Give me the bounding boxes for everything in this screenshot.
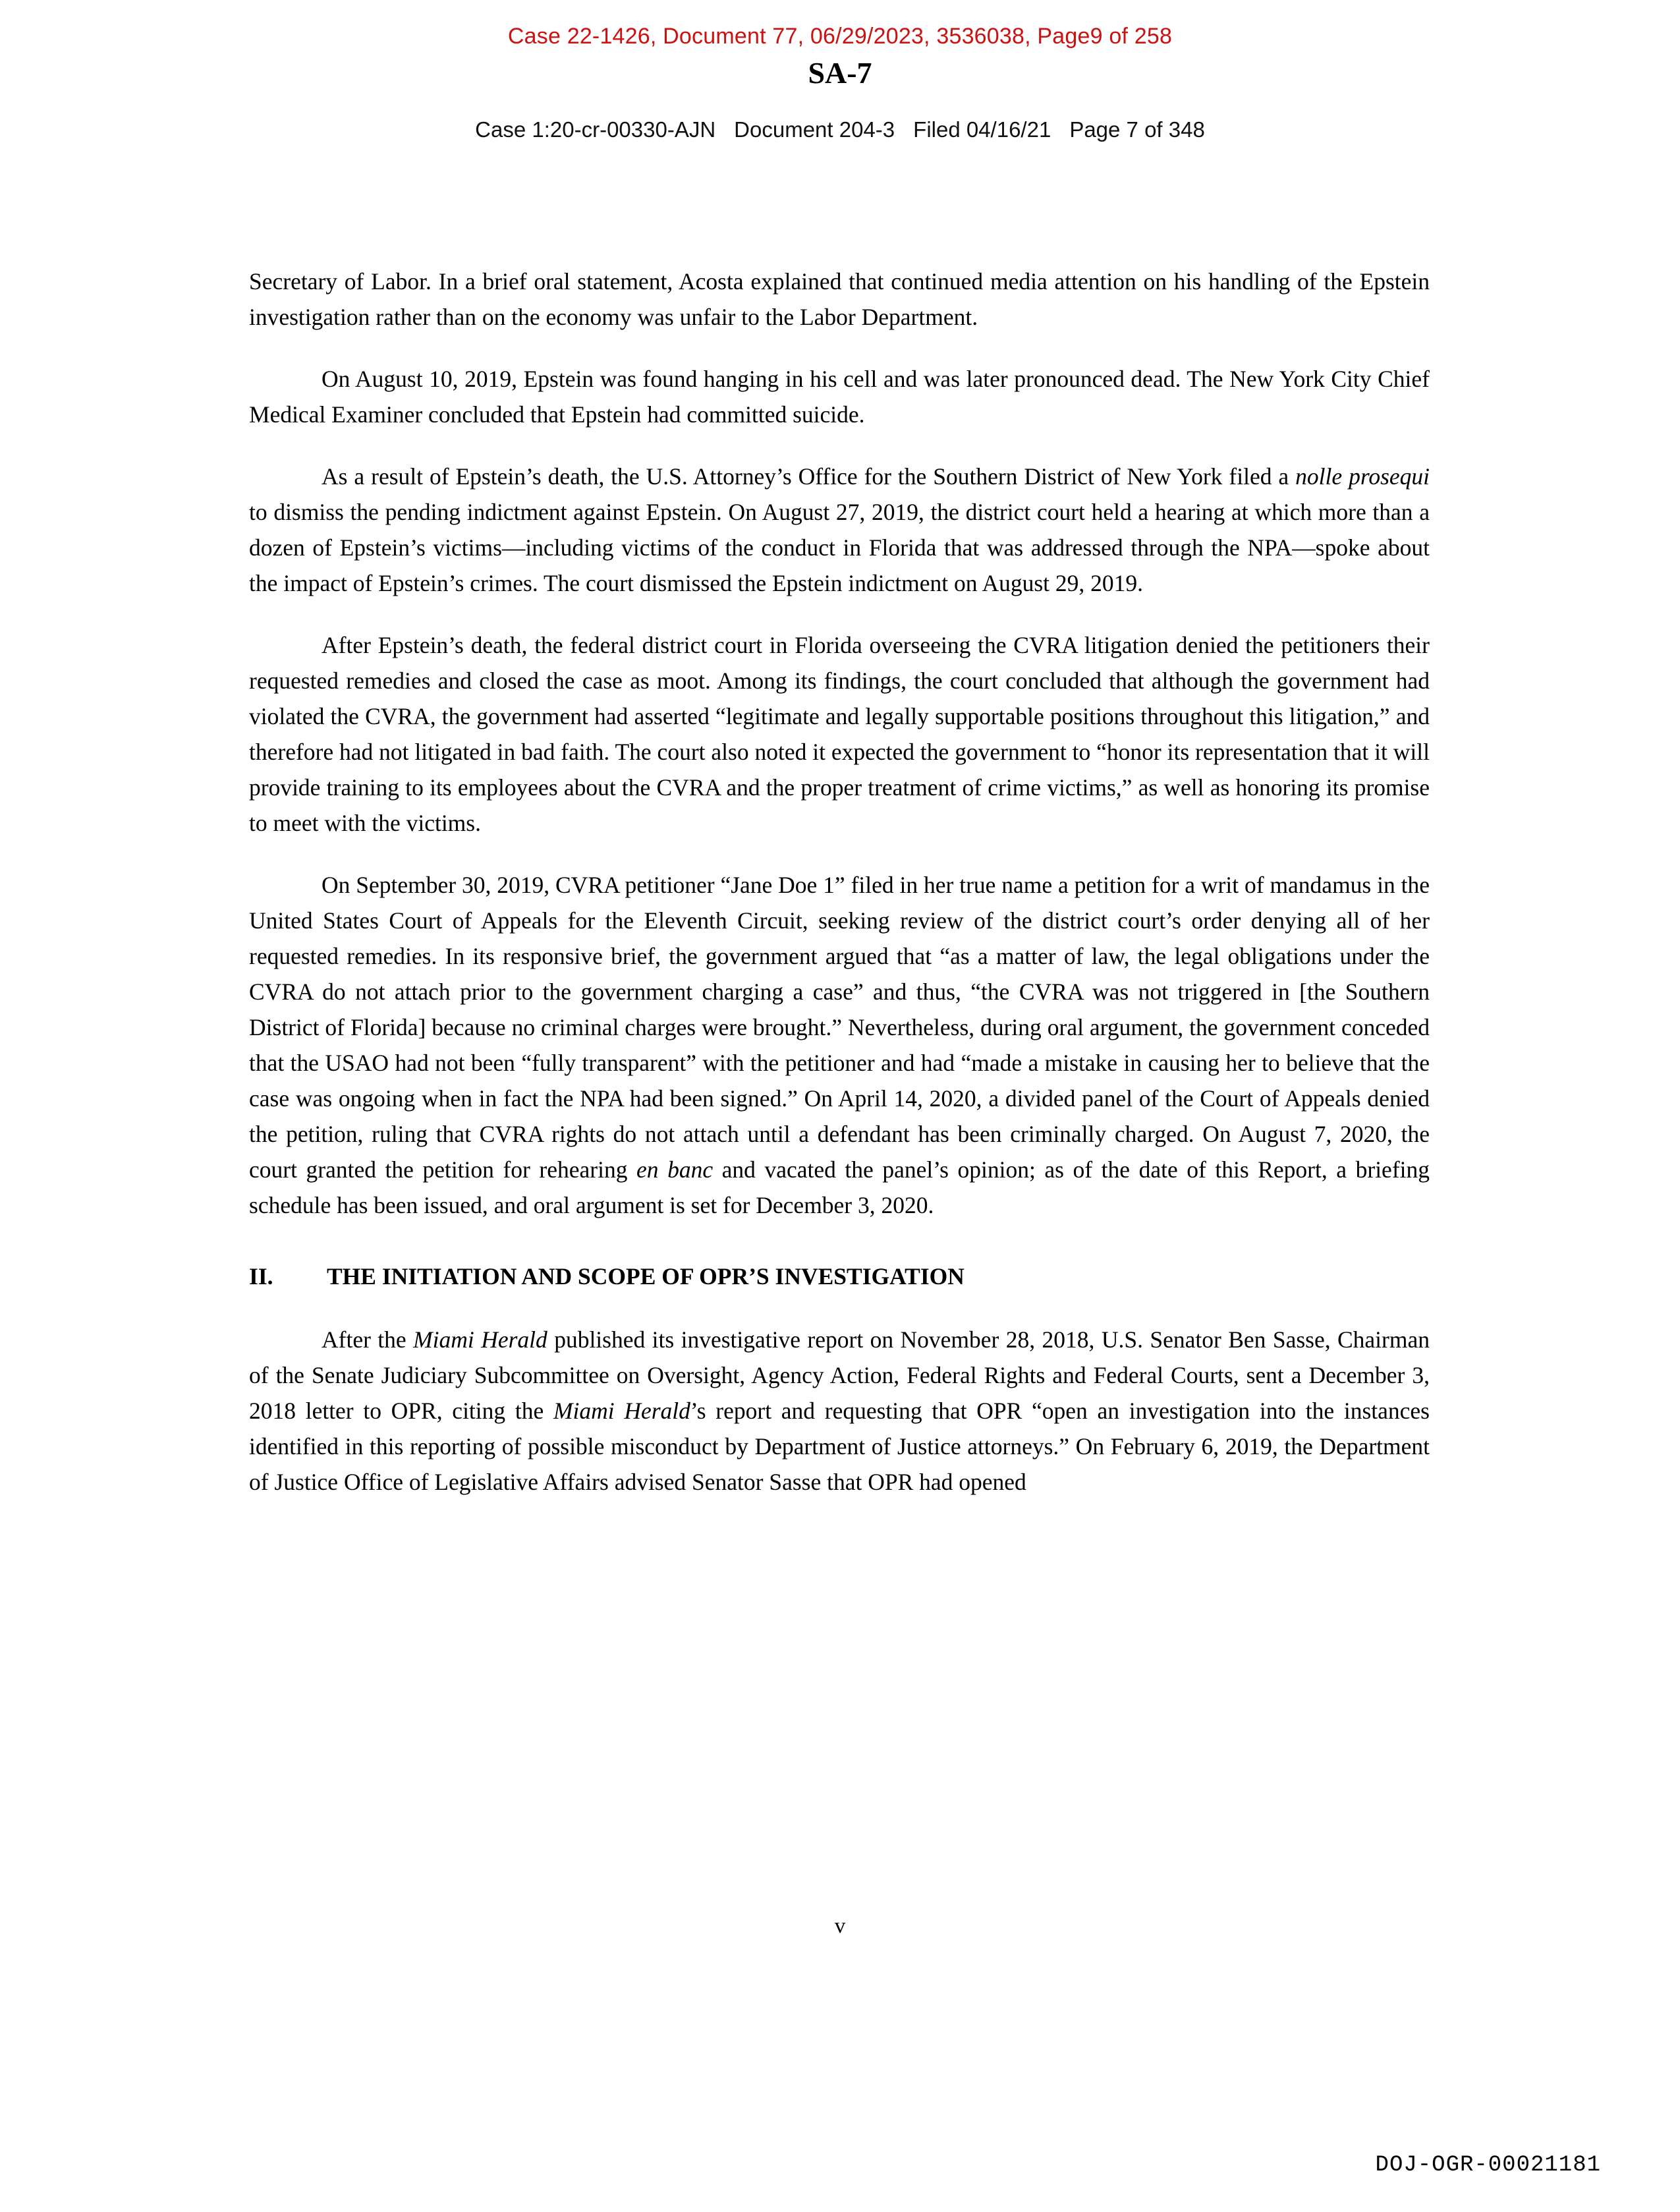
district-filed-date: Filed 04/16/21 <box>913 117 1051 142</box>
paragraph-5-italic-en-banc: en banc <box>636 1156 714 1183</box>
district-document-number: Document 204-3 <box>734 117 895 142</box>
section-heading-ii <box>249 1260 1430 1293</box>
paragraph-6-italic-miami-herald-2: Miami Herald <box>553 1398 690 1424</box>
section-heading-number: II. <box>249 1263 273 1290</box>
paragraph-6-part-b: published its investigative report on November 28, 2018, U.S. Senator Ben Sasse, Chairman of the Senate Judiciary Subcommittee on Oversight, Agency Action, Federal Rights and Federal Courts, sent a December 3, 2018 letter to OPR, citing the <box>249 1326 1430 1424</box>
paragraph-6-part-c: ’s report and requesting that OPR “open an investigation into the instances identified in this reporting of possible misconduct by Department of Justice attorneys.” On February 6, 2019, the Department of Justice Office of Legislative Affairs advised Senator Sasse that OPR had opened <box>249 1398 1430 1495</box>
paragraph-6-italic-miami-herald-1: Miami Herald <box>413 1326 547 1353</box>
section-heading-text: THE INITIATION AND SCOPE OF OPR’S INVESTIGATION <box>327 1263 965 1290</box>
district-page-number: Page 7 of 348 <box>1069 117 1205 142</box>
bates-number: DOJ-OGR-00021181 <box>1375 2153 1601 2178</box>
paragraph-5-part-a: On September 30, 2019, CVRA petitioner “Jane Doe 1” filed in her true name a petition for a writ of mandamus in the United States Court of Appeals for the Eleventh Circuit, seeking review of the district court’s order denying all of her requested remedies. In its responsive brief, the government argued that “as a matter of law, the legal obligations under the CVRA do not attach prior to the government charging a case” and thus, “the CVRA was not triggered in [the Southern District of Florida] because no criminal charges were brought.” Nevertheless, during oral argument, the government conceded that the USAO had not been “fully transparent” with the petitioner and had “made a mistake in causing her to believe that the case was ongoing when in fact the NPA had been signed.” On April 14, 2020, a divided panel of the Court of Appeals denied the petition, ruling that CVRA rights do not attach until a defendant has been criminally charged. On August 7, 2020, the court granted the petition for rehearing <box>249 872 1430 1183</box>
page-number-footer: v <box>834 1914 846 1938</box>
document-body <box>249 264 1430 1500</box>
paragraph-5-part-b: and vacated the panel’s opinion; as of the date of this Report, a briefing schedule has been issued, and oral argument is set for December 3, 2020. <box>249 1156 1430 1218</box>
paragraph-3-part-b: to dismiss the pending indictment against Epstein. On August 27, 2019, the district court held a hearing at which more than a dozen of Epstein’s victims—including victims of the conduct in Florida that was addressed through the NPA—spoke about the impact of Epstein’s crimes. The court dismissed the Epstein indictment on August 29, 2019. <box>249 499 1430 596</box>
paragraph-3-italic-nolle-prosequi: nolle prosequi <box>1295 463 1430 490</box>
paragraph-4: After Epstein’s death, the federal district court in Florida overseeing the CVRA litigation denied the petitioners their requested remedies and closed the case as moot. Among its findings, the court concluded that although the government had violated the CVRA, the government had asserted “legitimate and legally supportable positions throughout this litigation,” and therefore had not litigated in bad faith. The court also noted it expected the government to “honor its representation that it will provide training to its employees about the CVRA and the proper treatment of crime victims,” as well as honoring its promise to meet with the victims. <box>249 632 1430 836</box>
ecf-header-stamp: Case 22-1426, Document 77, 06/29/2023, 3536038, Page9 of 258 <box>507 24 1173 49</box>
paragraph-6-part-a: After the <box>322 1326 414 1353</box>
district-case-number: Case 1:20-cr-00330-AJN <box>475 117 716 142</box>
district-court-stamp <box>0 117 1680 142</box>
paragraph-1: Secretary of Labor. In a brief oral statement, Acosta explained that continued media attention on his handling of the Epstein investigation rather than on the economy was unfair to the Labor Department. <box>249 268 1430 330</box>
paragraph-2: On August 10, 2019, Epstein was found hanging in his cell and was later pronounced dead. The New York City Chief Medical Examiner concluded that Epstein had committed suicide. <box>249 366 1430 428</box>
paragraph-6 <box>249 1322 1430 1500</box>
paragraph-5 <box>249 867 1430 1223</box>
paragraph-3 <box>249 459 1430 601</box>
paragraph-3-part-a: As a result of Epstein’s death, the U.S. Attorney’s Office for the Southern District of New York filed a <box>322 463 1296 490</box>
appendix-page-label: SA-7 <box>808 56 872 90</box>
